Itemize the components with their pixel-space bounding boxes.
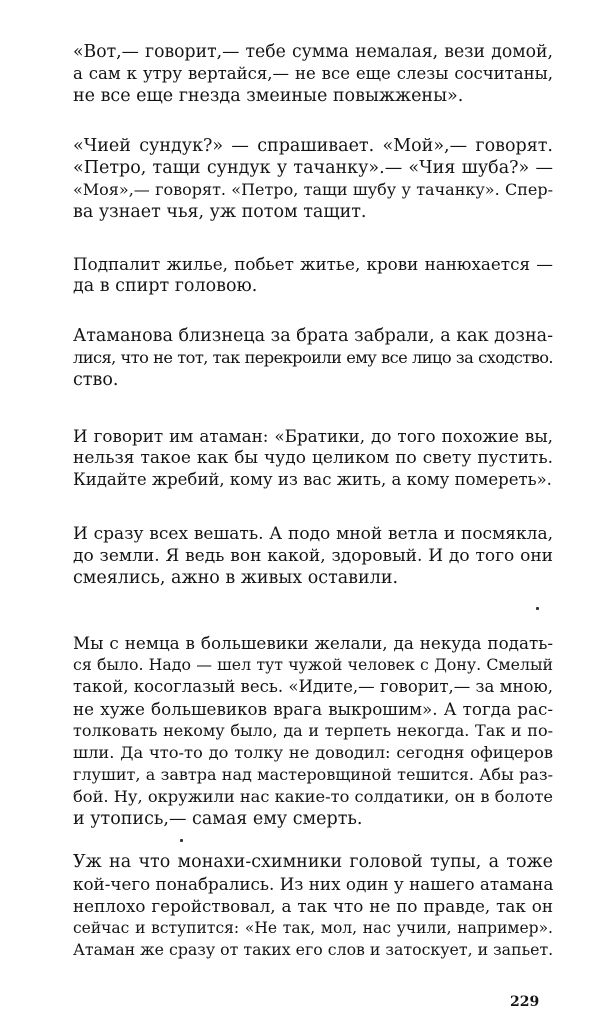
paragraph-3	[73, 253, 553, 297]
scan-speck	[180, 839, 183, 842]
text-line: Подпалит жилье, побьет житье, крови нанюхается —	[73, 254, 553, 274]
paragraph-7	[73, 632, 553, 830]
text-line: «Вот,— говорит,— тебе сумма немалая, вези домой,	[73, 42, 553, 62]
text-line: Кидайте жребий, кому из вас жить, а кому помереть».	[73, 470, 552, 489]
paragraph-4	[73, 325, 553, 391]
paragraph-5	[73, 425, 553, 491]
text-line: такой, косоглазый весь. «Идите,— говорит,— за мною,	[73, 677, 553, 696]
text-line: сейчас и вступится: «Не так, мол, нас учили, например».	[73, 919, 553, 937]
text-line: ся было. Надо — шел тут чужой человек с Дону. Смелый	[73, 655, 553, 674]
text-line: «Чией сундук?» — спрашивает. «Мой»,— говорят.	[73, 136, 553, 156]
text-line: а сам к утру вертайся,— не все еще слезы сосчитаны,	[73, 64, 553, 83]
text-line: неплохо геройствовал, а так что не по правде, так он	[73, 896, 553, 916]
text-line: Уж на что монахи-схимники головой тупы, а тоже	[73, 852, 553, 872]
text-line: смеялись, ажно в живых оставили.	[73, 568, 399, 588]
text-line: да в спирт головою.	[73, 276, 258, 296]
text-line: «Петро, тащи сундук у тачанку».— «Чия шуба?» —	[73, 158, 553, 178]
text-line: и утопись,— самая ему смерть.	[73, 809, 363, 829]
paragraph-8	[73, 851, 553, 961]
text-line: глушит, а завтра над мастеровщиной тешится. Абы раз-	[73, 765, 553, 784]
text-line: Атаманова близнеца за брата забрали, а как дозна-	[73, 326, 553, 346]
text-line: кой-чего понабрались. Из них один у нашего атамана	[73, 874, 554, 894]
text-line: И говорит им атаман: «Братики, до того похожие вы,	[73, 426, 553, 446]
text-line: не все еще гнезда змеиные повыжжены».	[73, 86, 464, 106]
text-line: Мы с немца в большевики желали, да некуда подать-	[73, 633, 553, 653]
paragraph-6	[73, 523, 553, 589]
text-line: толковать некому было, да и терпеть некогда. Так и по-	[73, 721, 553, 740]
text-line: нельзя такое как бы чудо целиком по свету пустить.	[73, 448, 553, 468]
text-line: «Моя»,— говорят. «Петро, тащи шубу у тачанку». Спер-	[73, 180, 553, 199]
text-line: лися, что не тот, так перекроили ему все лицо за сходство.	[73, 348, 553, 367]
text-line: ва узнает чья, уж потом тащит.	[73, 202, 367, 222]
text-line: Атаман же сразу от таких его слов и затоскует, и запьет.	[73, 940, 554, 959]
scan-speck	[536, 607, 539, 610]
paragraph-1	[73, 41, 553, 107]
text-line: шли. Да что-то до толку не доводил: сегодня офицеров	[73, 743, 553, 762]
page-number: 229	[510, 994, 540, 1010]
paragraph-2	[73, 135, 553, 223]
text-line: ство.	[73, 370, 119, 390]
text-line: И сразу всех вешать. А подо мной ветла и посмякла,	[73, 524, 553, 544]
text-line: до земли. Я ведь вон какой, здоровый. И до того они	[73, 546, 553, 566]
text-line: бой. Ну, окружили нас какие-то солдатики, он в болоте	[73, 787, 553, 806]
text-line: не хуже большевиков врага выкрошим». А тогда рас-	[73, 699, 553, 719]
